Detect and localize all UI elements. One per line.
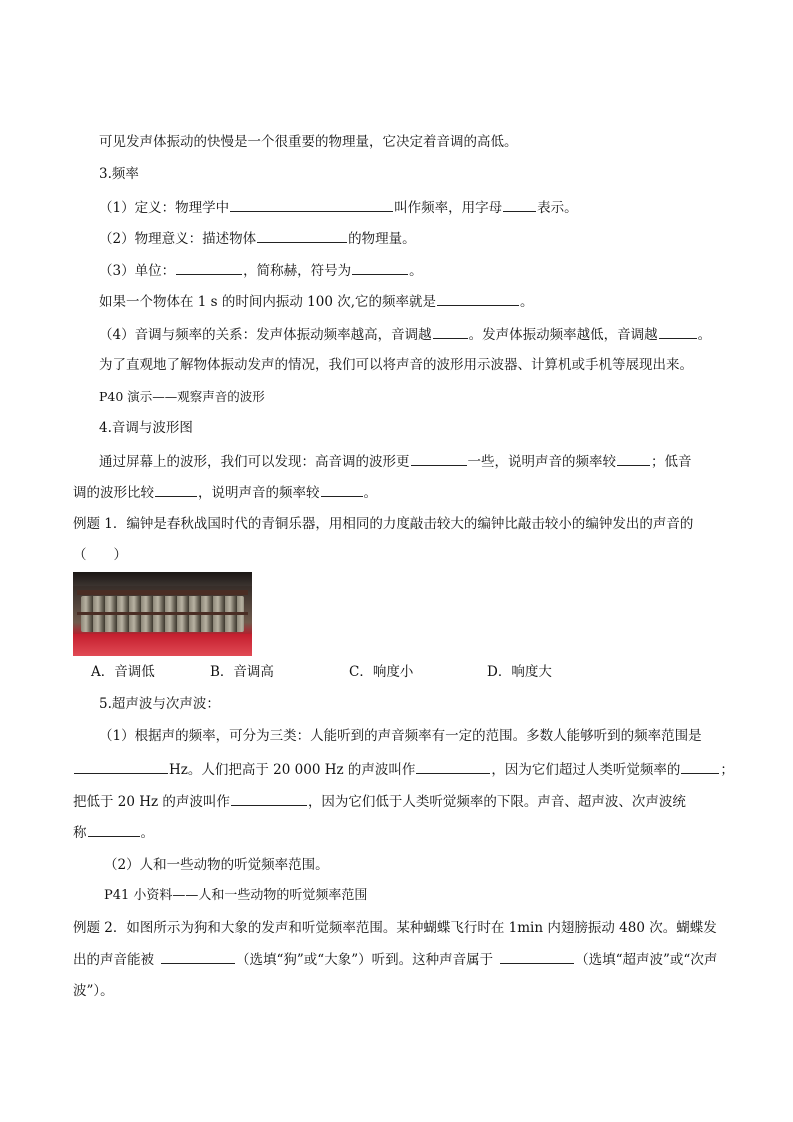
text-line <box>73 759 734 780</box>
example-question <box>73 918 717 938</box>
text: 。发声体振动频率越低，音调越 <box>468 327 658 343</box>
fill-blank[interactable] <box>230 197 393 212</box>
text-line <box>99 355 693 375</box>
section-heading <box>99 164 139 184</box>
text: P40 演示——观察声音的波形 <box>99 389 265 404</box>
text: Hz。人们把高于 20 000 Hz 的声波叫作 <box>169 762 416 778</box>
text-line <box>73 791 686 812</box>
fill-blank[interactable] <box>257 228 347 243</box>
fill-blank[interactable] <box>161 949 235 964</box>
text-line <box>99 387 265 407</box>
text-line <box>99 228 416 249</box>
section-heading <box>99 694 220 714</box>
fill-blank[interactable] <box>352 260 408 275</box>
text: 通过屏幕上的波形，我们可以发现：高音调的波形更 <box>99 454 410 470</box>
text: 波”）。 <box>73 983 114 999</box>
option-d[interactable] <box>487 662 552 682</box>
text: 的物理量。 <box>348 231 416 247</box>
text: B．音调高 <box>210 664 274 680</box>
fill-blank[interactable] <box>411 451 467 466</box>
fill-blank[interactable] <box>503 197 536 212</box>
text: （ ） <box>73 547 127 563</box>
fill-blank[interactable] <box>500 949 574 964</box>
option-a[interactable] <box>91 662 155 682</box>
text-line <box>99 451 692 472</box>
fill-blank[interactable] <box>321 482 363 497</box>
text: 可见发声体振动的快慢是一个很重要的物理量，它决定着音调的高低。 <box>99 134 518 150</box>
text: 表示。 <box>537 200 578 216</box>
fill-blank[interactable] <box>433 324 468 339</box>
text: 5.超声波与次声波： <box>99 696 220 712</box>
bronze-bells-photo <box>73 572 252 656</box>
text: ，简称赫，符号为 <box>243 263 352 279</box>
fill-blank[interactable] <box>74 759 168 774</box>
example-question <box>73 514 693 534</box>
fill-blank[interactable] <box>176 260 242 275</box>
text: （3）单位： <box>99 263 176 279</box>
text: 4.音调与波形图 <box>99 420 193 436</box>
text: （选填“狗”或“大象”）听到。这种声音属于 <box>236 952 494 968</box>
answer-bracket <box>73 545 127 565</box>
text: 。 <box>697 327 712 343</box>
text: 为了直观地了解物体振动发声的情况，我们可以将声音的波形用示波器、计算机或手机等展现出来。 <box>99 357 693 373</box>
text: 。 <box>409 263 423 279</box>
text: 调的波形比较 <box>73 485 154 501</box>
text-line <box>73 482 377 503</box>
text-line <box>73 822 154 843</box>
text: （2）物理意义：描述物体 <box>99 231 257 247</box>
text: 称 <box>73 825 87 841</box>
text: A．音调低 <box>91 664 155 680</box>
option-c[interactable] <box>349 662 413 682</box>
fill-blank[interactable] <box>416 759 490 774</box>
text: D．响度大 <box>487 664 552 680</box>
fill-blank[interactable] <box>88 822 140 837</box>
text-line <box>104 886 367 906</box>
text: 。 <box>363 485 377 501</box>
text: （1）定义：物理学中 <box>99 200 230 216</box>
fill-blank[interactable] <box>617 451 650 466</box>
text-line <box>73 949 717 970</box>
fill-blank[interactable] <box>437 291 519 306</box>
fill-blank[interactable] <box>155 482 197 497</box>
text: 一些，说明声音的频率较 <box>467 454 616 470</box>
option-b[interactable] <box>210 662 274 682</box>
text: C．响度小 <box>349 664 414 680</box>
text: （1）根据声的频率，可分为三类：人能听到的声音频率有一定的范围。多数人能够听到的频率范围是 <box>99 728 702 744</box>
text-line <box>99 260 423 281</box>
text: （选填“超声波”或“次声 <box>575 952 718 968</box>
text: 。 <box>520 294 534 310</box>
section-heading <box>99 418 193 438</box>
fill-blank[interactable] <box>231 791 307 806</box>
text-line <box>99 291 534 312</box>
text: ； <box>720 762 734 778</box>
text-line <box>73 981 114 1001</box>
text: ，因为它们低于人类听觉频率的下限。声音、超声波、次声波统 <box>307 794 686 810</box>
text: 叫作频率，用字母 <box>394 200 503 216</box>
text: 出的声音能被 <box>73 952 154 968</box>
text: （2）人和一些动物的听觉频率范围。 <box>104 857 329 873</box>
text-line <box>99 132 518 152</box>
text: （4）音调与频率的关系：发声体振动频率越高，音调越 <box>99 327 432 343</box>
text: ；低音 <box>651 454 692 470</box>
fill-blank[interactable] <box>659 324 697 339</box>
text: ，说明声音的频率较 <box>198 485 320 501</box>
text-line <box>99 197 578 218</box>
fill-blank[interactable] <box>681 759 719 774</box>
text: 例题 2．如图所示为狗和大象的发声和听觉频率范围。某种蝴蝶飞行时在 1min 内翅膀振动 480 次。蝴蝶发 <box>73 920 717 936</box>
text: 如果一个物体在 1 s 的时间内振动 100 次,它的频率就是 <box>99 294 437 310</box>
text: 3.频率 <box>99 166 139 182</box>
text-line <box>99 324 711 345</box>
text: 例题 1．编钟是春秋战国时代的青铜乐器，用相同的力度敲击较大的编钟比敲击较小的编钟发出的声音的 <box>73 516 694 532</box>
text-line <box>104 855 329 875</box>
text-line <box>99 726 702 746</box>
text: 把低于 20 Hz 的声波叫作 <box>73 794 230 810</box>
text: P41 小资料——人和一些动物的听觉频率范围 <box>104 888 368 903</box>
text: ，因为它们超过人类听觉频率的 <box>491 762 681 778</box>
text: 。 <box>140 825 154 841</box>
